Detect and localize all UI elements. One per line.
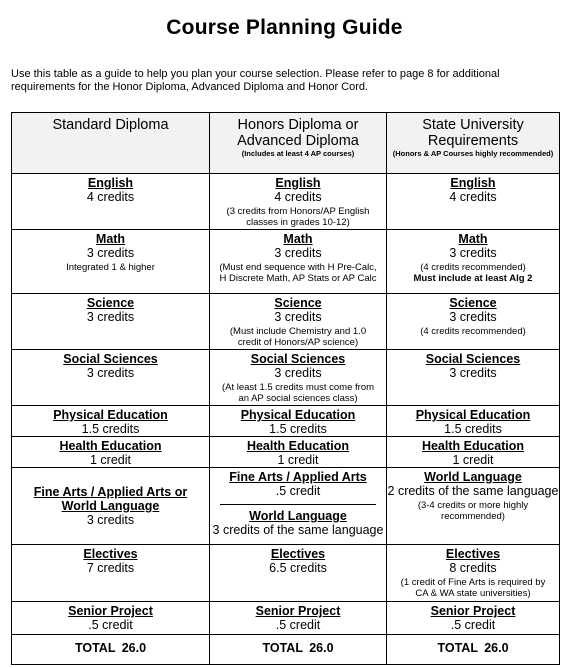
subject-label: Science [274,296,322,310]
cell-electives-honors [210,545,387,602]
table-row [12,230,560,294]
cell-math-honors [210,230,387,294]
header-state-university [387,113,560,174]
cell-math-university [387,230,560,294]
credits-value: 1 credit [90,453,131,467]
credits-value: 3 credits [274,366,322,380]
table-row [12,545,560,602]
cell-arts-university [387,468,560,545]
total-value: TOTAL 26.0 [74,641,147,655]
header-title: Standard Diploma [52,117,169,133]
subject-label: Physical Education [415,408,531,422]
subject-label: Social Sciences [250,352,346,366]
subject-label: World Language [424,470,522,484]
requirement-note: (At least 1.5 credits must come from an AP social sciences class) [221,382,375,404]
cell-science-honors [210,294,387,350]
cell-math-standard [12,230,210,294]
cell-total-honors [210,635,387,665]
credits-value: 4 credits [449,190,497,204]
requirement-note: (4 credits recommended) [420,326,526,337]
page-title: Course Planning Guide [166,16,403,39]
header-subtitle: (Includes at least 4 AP courses) [241,149,355,158]
credits-value: 3 credits [449,366,497,380]
subject-label: Health Education [59,439,162,453]
cell-electives-university [387,545,560,602]
subject-label: Electives [270,547,326,561]
subject-label: Social Sciences [63,352,158,366]
cell-english-honors [210,174,387,230]
table-row [12,294,560,350]
table-row [12,437,560,468]
subject-label: Science [449,296,497,310]
credits-value: 1 credit [277,453,319,467]
cell-senior-university [387,602,560,635]
cell-senior-honors [210,602,387,635]
credits-value-secondary: 3 credits of the same language [212,523,384,537]
credits-value: 1.5 credits [81,422,140,436]
credits-value: 3 credits [274,310,322,324]
subject-label: Electives [445,547,501,561]
subject-label: Health Education [421,439,525,453]
header-row [12,113,560,174]
table-row [12,602,560,635]
cell-science-university [387,294,560,350]
credits-value: 1 credit [452,453,494,467]
credits-value: .5 credit [450,618,496,632]
credits-value: .5 credit [275,484,321,498]
cell-social-standard [12,350,210,406]
subject-label: Senior Project [255,604,341,618]
header-title: State University Requirements [422,117,524,149]
cell-social-university [387,350,560,406]
credits-value: 3 credits [86,246,135,260]
subject-label: English [450,176,496,190]
credits-value: .5 credit [275,618,321,632]
requirement-bold-note: Must include at least Alg 2 [413,273,533,284]
subject-label: Senior Project [430,604,516,618]
subject-label: Fine Arts / Applied Arts [229,470,367,484]
credits-value: 4 credits [86,190,135,204]
requirement-note: (1 credit of Fine Arts is required by CA & WA state universities) [400,577,546,599]
cell-total-standard [12,635,210,665]
table-row [12,174,560,230]
subject-label: English [275,176,321,190]
requirement-note: (4 credits recommended) [420,262,526,273]
total-row [12,635,560,665]
cell-pe-university [387,406,560,437]
credits-value: 3 credits [86,513,135,527]
credits-value: 3 credits [86,366,135,380]
credits-value: 2 credits of the same language [387,484,559,498]
cell-health-standard [12,437,210,468]
cell-science-standard [12,294,210,350]
cell-senior-standard [12,602,210,635]
table-row [12,350,560,406]
credits-value: .5 credit [88,618,133,632]
credits-value: 1.5 credits [444,422,502,436]
subject-label: English [87,176,134,190]
cell-english-standard [12,174,210,230]
cell-health-honors [210,437,387,468]
header-subtitle: (Honors & AP Courses highly recommended) [392,149,554,158]
subject-label: Physical Education [53,408,168,422]
subject-label: Physical Education [240,408,356,422]
credits-value: 3 credits [449,246,497,260]
divider [220,504,376,505]
credits-value: 3 credits [274,246,322,260]
cell-arts-standard [12,468,210,545]
header-standard-diploma [12,113,210,174]
header-title: Honors Diploma or Advanced Diploma [237,117,359,149]
requirement-note: (3-4 credits or more highly recommended) [417,500,529,522]
intro-text: Use this table as a guide to help you plan your course selection. Please refer to page 8 for additional requirements for the Honor Diploma, Advanced Diploma and Honor Cord. [11,68,500,93]
credits-value: 4 credits [274,190,322,204]
header-honors-diploma [210,113,387,174]
credits-value: 7 credits [86,561,135,575]
cell-english-university [387,174,560,230]
cell-total-university [387,635,560,665]
table-row [12,468,560,545]
cell-pe-standard [12,406,210,437]
cell-health-university [387,437,560,468]
credits-value: 8 credits [449,561,497,575]
total-value: TOTAL 26.0 [437,641,509,655]
cell-pe-honors [210,406,387,437]
credits-value: 3 credits [86,310,135,324]
credits-value: 6.5 credits [269,561,327,575]
credits-value: 3 credits [449,310,497,324]
subject-label: Electives [83,547,138,561]
requirement-note: Integrated 1 & higher [66,262,155,273]
subject-label: Fine Arts / Applied Arts or World Language [33,485,188,513]
subject-label-secondary: World Language [249,509,347,523]
subject-label: Science [86,296,135,310]
total-value: TOTAL 26.0 [262,641,334,655]
requirement-note: (Must end sequence with H Pre-Calc, H Discrete Math, AP Stats or AP Calc [219,262,377,284]
cell-arts-honors [210,468,387,545]
subject-label: Social Sciences [425,352,521,366]
subject-label: Health Education [246,439,350,453]
credits-value: 1.5 credits [269,422,327,436]
subject-label: Math [283,232,313,246]
cell-social-honors [210,350,387,406]
subject-label: Math [95,232,126,246]
requirement-note: (3 credits from Honors/AP English classes in grades 10-12) [226,206,370,228]
subject-label: Senior Project [68,604,153,618]
requirement-note: (Must include Chemistry and 1.0 credit of Honors/AP science) [229,326,367,348]
subject-label: Math [458,232,488,246]
table-row [12,406,560,437]
cell-electives-standard [12,545,210,602]
course-planning-table [11,112,560,665]
